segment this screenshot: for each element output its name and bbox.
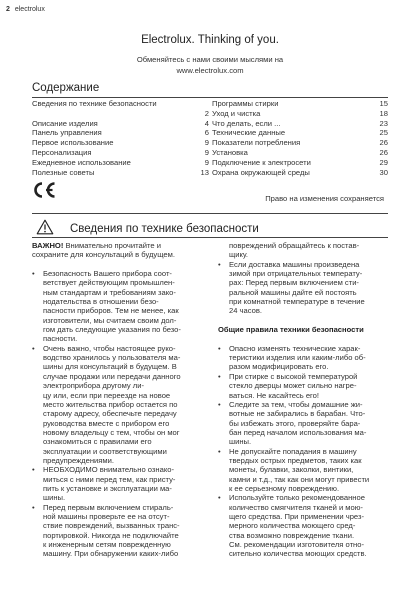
running-header-brand: electrolux bbox=[14, 6, 45, 13]
text-line bbox=[32, 372, 204, 381]
toc-entry-page: 26 bbox=[379, 138, 388, 148]
line-text: к инженерным сетям поврежденную bbox=[43, 540, 171, 549]
text-line bbox=[32, 549, 204, 558]
text-line bbox=[32, 521, 204, 530]
line-text: цу или, если при переезде на новое bbox=[43, 390, 171, 400]
toc-entry-label: Установка bbox=[212, 148, 248, 157]
line-text: При стирке с высокой температурой bbox=[229, 371, 358, 381]
share-block bbox=[0, 55, 420, 76]
toc-entry-label: Технические данные bbox=[212, 128, 286, 138]
text-line bbox=[32, 278, 204, 287]
line-text: См. рекомендации изготовителя отно- bbox=[229, 540, 365, 549]
text-line bbox=[32, 484, 204, 493]
line-text: пасности. bbox=[43, 334, 78, 344]
line-text: сохраните для консультаций в будущем. bbox=[32, 250, 175, 260]
bullet-item-line bbox=[32, 269, 204, 278]
line-text: ветствует действующим промышлен- bbox=[43, 278, 175, 288]
line-text-emphasis: ВАЖНО! Внимательно прочитайте и bbox=[32, 241, 161, 250]
bullet-icon: • bbox=[218, 371, 221, 381]
bullet-item-line bbox=[218, 260, 393, 269]
bullet-icon: • bbox=[218, 343, 221, 353]
toc-entry-label: Что делать, если ... bbox=[212, 118, 281, 128]
text-line bbox=[32, 437, 204, 446]
paragraph-spacer bbox=[218, 334, 393, 343]
bullet-icon: • bbox=[218, 399, 221, 409]
toc-entry-label: Уход и чистка bbox=[212, 108, 261, 118]
text-line bbox=[218, 540, 393, 549]
line-text: эксплуатации и соответствующими bbox=[43, 446, 167, 456]
line-text: бан перед началом использования ма- bbox=[229, 427, 367, 437]
toc-entry-page: 29 bbox=[379, 157, 388, 167]
line-text: мерного количества моющего сред- bbox=[229, 521, 356, 531]
text-line bbox=[32, 325, 204, 334]
text-line bbox=[32, 419, 204, 428]
text-line bbox=[32, 316, 204, 325]
line-text-emphasis: Общие правила техники безопасности bbox=[218, 325, 364, 335]
toc-entry-label: Персонализация bbox=[32, 148, 92, 157]
text-line bbox=[32, 447, 204, 456]
text-line bbox=[32, 241, 204, 250]
toc-entry-page: 4 bbox=[204, 118, 209, 128]
line-text: ства возможно повреждение ткани. bbox=[229, 530, 355, 540]
text-line bbox=[218, 241, 393, 250]
paragraph-spacer bbox=[218, 316, 393, 325]
toc-title: Содержание bbox=[32, 82, 100, 94]
text-line bbox=[218, 288, 393, 297]
text-line bbox=[218, 297, 393, 306]
line-text: разом модифицировать его. bbox=[229, 362, 329, 372]
toc-rule bbox=[32, 97, 388, 98]
bullet-item-line bbox=[218, 344, 393, 353]
tagline: Electrolux. Thinking of you. bbox=[141, 34, 279, 46]
line-text: руководства вместе с прибором его bbox=[43, 418, 170, 428]
bullet-icon: • bbox=[218, 446, 221, 456]
text-line bbox=[32, 306, 204, 315]
toc-entry-label: Описание изделия bbox=[32, 118, 98, 128]
line-text: бы избежать этого, проверяйте бара- bbox=[229, 418, 361, 428]
toc-entry-label: Первое использование bbox=[32, 138, 114, 148]
text-line bbox=[218, 521, 393, 530]
rights-note: Право на изменения сохраняется bbox=[265, 194, 384, 203]
toc-entry-page: 15 bbox=[379, 99, 388, 108]
line-text: ствие повреждений, вызванных транс- bbox=[43, 521, 180, 531]
text-line bbox=[32, 512, 204, 521]
text-line bbox=[218, 353, 393, 362]
line-text: повреждений обращайтесь к постав- bbox=[229, 241, 360, 250]
toc-entry-page: 9 bbox=[204, 148, 209, 157]
text-line bbox=[32, 531, 204, 540]
line-text: портировкой. Никогда не подключайте bbox=[43, 530, 179, 540]
text-line bbox=[32, 475, 204, 484]
line-text: ознакомиться с правилами его bbox=[43, 437, 152, 447]
share-text: Обменяйтесь с нами своими мыслями на bbox=[136, 55, 284, 64]
line-text: щего средства. При применении чрез- bbox=[229, 511, 364, 521]
toc-entry-page: 26 bbox=[379, 148, 388, 157]
toc-entry-label: Полезные советы bbox=[32, 167, 95, 177]
bullet-icon: • bbox=[32, 269, 35, 279]
toc-left-column bbox=[32, 100, 208, 180]
line-text: к ее серьезному повреждению. bbox=[229, 483, 340, 493]
line-text: шины для консультаций в будущем. В bbox=[43, 362, 177, 372]
text-line bbox=[218, 250, 393, 259]
text-line bbox=[32, 297, 204, 306]
line-text: Не допускайте попадания в машину bbox=[229, 446, 357, 456]
text-line bbox=[218, 484, 393, 493]
line-text: гом дать следующие указания по безо- bbox=[43, 325, 181, 335]
text-line bbox=[218, 475, 393, 484]
text-line bbox=[32, 353, 204, 362]
line-text: ным стандартам и требованиям зако- bbox=[43, 287, 176, 297]
line-text: ральной машины дайте ей постоять bbox=[229, 287, 357, 297]
text-line bbox=[218, 381, 393, 390]
text-line bbox=[218, 428, 393, 437]
section-rule-bottom bbox=[32, 237, 388, 238]
toc-entry-label: Программы стирки bbox=[212, 99, 279, 108]
bullet-icon: • bbox=[218, 259, 221, 269]
line-text: миться с ними перед тем, как присту- bbox=[43, 474, 176, 484]
text-line bbox=[32, 428, 204, 437]
line-text: 24 часов. bbox=[229, 306, 262, 316]
bullet-item-line bbox=[32, 503, 204, 512]
line-text: старому адресу, обеспечьте передачу bbox=[43, 409, 177, 419]
toc-entry-label: Охрана окружающей среды bbox=[212, 167, 310, 177]
line-text: водство хранилось у пользователя ма- bbox=[43, 353, 181, 363]
text-line bbox=[218, 512, 393, 521]
text-line bbox=[32, 400, 204, 409]
bullet-item-line bbox=[218, 447, 393, 456]
line-text: Безопасность Вашего прибора соот- bbox=[43, 269, 172, 279]
line-text: пасности приборов. Тем не менее, как bbox=[43, 306, 179, 316]
bullet-icon: • bbox=[32, 502, 35, 512]
line-text: Опасно изменять технические харак- bbox=[229, 343, 361, 353]
line-text: НЕОБХОДИМО внимательно ознако- bbox=[43, 465, 174, 475]
line-text: изготовители, мы считаем своим дол- bbox=[43, 315, 177, 325]
toc-entry-page: 25 bbox=[379, 128, 388, 138]
line-text: нодательства в отношении безо- bbox=[43, 297, 159, 307]
text-line bbox=[218, 278, 393, 287]
toc-entry-page: 13 bbox=[200, 167, 209, 177]
toc-entry-page: 6 bbox=[204, 128, 209, 138]
line-text: монеты, булавки, заколки, винтики, bbox=[229, 465, 354, 475]
line-text: Перед первым включением стираль- bbox=[43, 502, 174, 512]
bullet-item-line bbox=[218, 400, 393, 409]
line-text: стекло дверцы может сильно нагре- bbox=[229, 381, 357, 391]
line-text: вотные не забирались в барабан. Что- bbox=[229, 409, 366, 419]
line-text: шины. bbox=[229, 437, 252, 447]
bullet-item-line bbox=[218, 493, 393, 502]
line-text: твердых острых предметов, таких как bbox=[229, 455, 362, 465]
text-line bbox=[218, 465, 393, 474]
bullet-item-line bbox=[218, 372, 393, 381]
text-line bbox=[218, 549, 393, 558]
text-line bbox=[32, 391, 204, 400]
safety-right-column bbox=[218, 241, 393, 559]
toc-entry-page: 2 bbox=[204, 108, 209, 118]
line-text: пить к установке и эксплуатации ма- bbox=[43, 483, 172, 493]
toc-entry-page: 9 bbox=[204, 138, 209, 148]
text-line bbox=[218, 269, 393, 278]
line-text: машину. При обнаружении каких-либо bbox=[43, 549, 179, 559]
toc-entry-label: Сведения по технике безопасности bbox=[32, 99, 157, 108]
text-line bbox=[218, 503, 393, 512]
toc-entry-label: Ежедневное использование bbox=[32, 157, 131, 167]
line-text: Если доставка машины произведена bbox=[229, 259, 360, 269]
toc-entry-page: 9 bbox=[204, 157, 209, 167]
toc-entry-label: Панель управления bbox=[32, 128, 102, 138]
text-line bbox=[32, 334, 204, 343]
text-line bbox=[218, 437, 393, 446]
text-line bbox=[32, 409, 204, 418]
section-title: Сведения по технике безопасности bbox=[70, 223, 259, 235]
line-text: зимой при отрицательных температу- bbox=[229, 269, 363, 279]
safety-left-column bbox=[32, 241, 204, 559]
bullet-icon: • bbox=[32, 465, 35, 475]
line-text: случае продажи или передачи данного bbox=[43, 371, 181, 381]
line-text: сительно количества моющих средств. bbox=[229, 549, 367, 559]
text-line bbox=[32, 362, 204, 371]
bullet-icon: • bbox=[32, 343, 35, 353]
text-line bbox=[218, 419, 393, 428]
line-text: ной машины проверьте ее на отсут- bbox=[43, 511, 170, 521]
text-line bbox=[218, 391, 393, 400]
text-line bbox=[32, 288, 204, 297]
line-text: электроприбора другому ли- bbox=[43, 381, 145, 391]
text-line bbox=[32, 540, 204, 549]
line-text: ваться. Не касайтесь его! bbox=[229, 390, 319, 400]
website-link[interactable]: www.electrolux.com bbox=[176, 65, 244, 75]
page-number: 2 bbox=[6, 6, 10, 13]
text-line bbox=[218, 456, 393, 465]
line-text: предупреждениями. bbox=[43, 455, 114, 465]
text-line bbox=[218, 362, 393, 371]
running-header bbox=[6, 6, 45, 13]
line-text: шины. bbox=[43, 493, 66, 503]
line-text: Следите за тем, чтобы домашние жи- bbox=[229, 399, 363, 409]
line-text: место жительства прибор остается по bbox=[43, 399, 178, 409]
text-line bbox=[32, 493, 204, 502]
toc-entry-label: Подключение к электросети bbox=[212, 157, 311, 167]
text-line bbox=[32, 250, 204, 259]
text-line bbox=[218, 531, 393, 540]
toc-entry-page: 30 bbox=[379, 167, 388, 177]
text-line bbox=[218, 325, 393, 334]
toc-entry-label: Показатели потребления bbox=[212, 138, 301, 148]
text-line bbox=[32, 456, 204, 465]
toc-right-column bbox=[212, 100, 388, 180]
line-text: количество смягчителя тканей и мою- bbox=[229, 502, 363, 512]
line-text: камни и т.д., так как они могут привести bbox=[229, 474, 370, 484]
bullet-item-line bbox=[32, 465, 204, 474]
bullet-item-line bbox=[32, 344, 204, 353]
line-text: Используйте только рекомендованное bbox=[229, 493, 365, 503]
paragraph-spacer bbox=[32, 260, 204, 269]
line-text: при комнатной температуре в течение bbox=[229, 297, 365, 307]
line-text: новому владельцу с тем, чтобы он мог bbox=[43, 427, 180, 437]
warning-icon bbox=[36, 219, 54, 235]
ce-mark-icon bbox=[31, 181, 57, 199]
line-text: Очень важно, чтобы настоящее руко- bbox=[43, 343, 176, 353]
toc-entry-page: 18 bbox=[379, 108, 388, 118]
line-text: щику. bbox=[229, 250, 249, 260]
text-line bbox=[218, 409, 393, 418]
bullet-icon: • bbox=[218, 493, 221, 503]
text-line bbox=[218, 306, 393, 315]
line-text: рах: Перед первым включением сти- bbox=[229, 278, 359, 288]
toc-entry-page: 23 bbox=[379, 118, 388, 128]
section-rule-top bbox=[32, 213, 388, 214]
text-line bbox=[32, 381, 204, 390]
line-text: теристики изделия или каким-либо об- bbox=[229, 353, 366, 363]
